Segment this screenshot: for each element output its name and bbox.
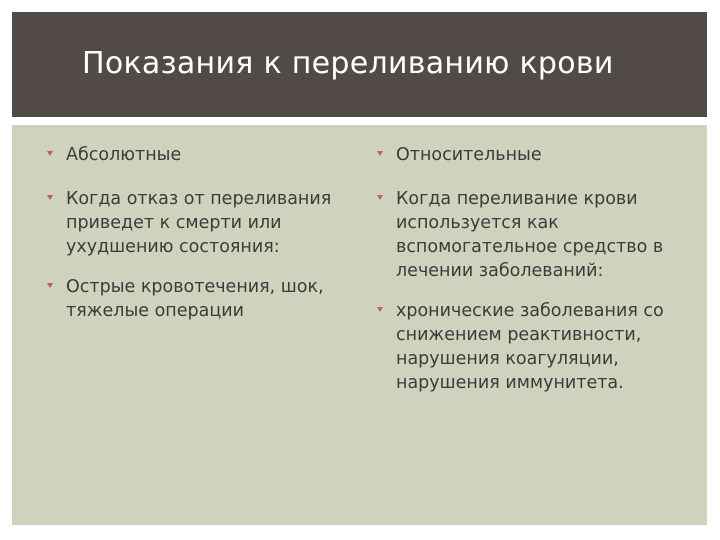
title-bar <box>12 12 707 117</box>
bullet-item <box>377 187 692 283</box>
bullet-icon <box>377 151 383 156</box>
bullet-icon <box>377 307 383 312</box>
bullet-text: Острые кровотечения, шок, тяжелые операции <box>66 277 324 321</box>
left-column <box>47 143 332 323</box>
bullet-text: хронические заболевания со снижением реактивности, нарушения коагуляции, нарушения иммунитета. <box>396 301 664 393</box>
right-column <box>377 143 692 395</box>
bullet-text: Относительные <box>396 145 542 165</box>
bullet-item <box>47 275 332 323</box>
bullet-icon <box>47 283 53 288</box>
bullet-item <box>377 143 692 167</box>
bullet-text: Когда отказ от переливания приведет к смерти или ухудшению состояния: <box>66 189 332 257</box>
bullet-item <box>377 299 692 395</box>
slide-title: Показания к переливанию крови <box>82 46 614 81</box>
bullet-item <box>47 187 332 259</box>
bullet-icon <box>377 195 383 200</box>
bullet-icon <box>47 151 53 156</box>
bullet-text: Когда переливание крови используется как вспомогательное средство в лечении заболеваний: <box>396 189 664 281</box>
bullet-item <box>47 143 332 167</box>
bullet-icon <box>47 195 53 200</box>
bullet-text: Абсолютные <box>66 145 182 165</box>
content-panel <box>12 125 707 525</box>
